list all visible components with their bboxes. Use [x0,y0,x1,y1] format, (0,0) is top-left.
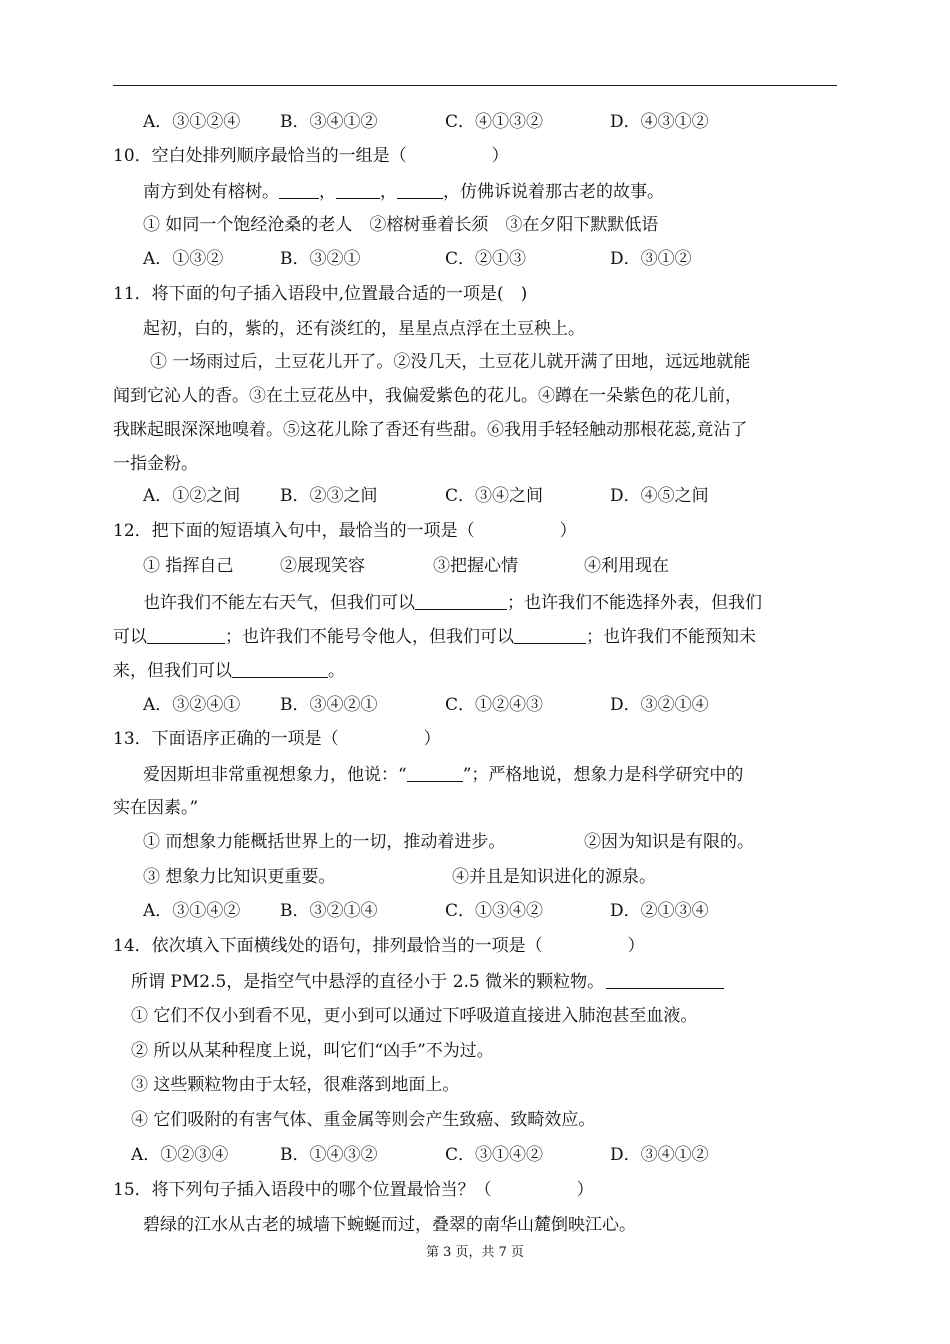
q9-option-b: B．③④①② [280,112,378,132]
q12-line-3-b: 。 [328,661,345,681]
q12-line-2-c: ；也许我们不能预知未 [586,627,756,647]
q11-passage-line-3: 我眯起眼深深地嗅着。⑤这花儿除了香还有些甜。⑥我用手轻轻触动那根花蕊,竟沾了 [113,420,748,440]
q13-line-2: 实在因素。” [113,798,199,818]
q11-option-b: B．②③之间 [280,486,378,506]
q10-stem: 10．空白处排列顺序最恰当的一组是（ ） [113,146,509,166]
q10-option-b: B．③②① [280,249,361,269]
q10-option-d: D．③①② [610,249,692,269]
q13-item-2: ②因为知识是有限的。 [584,832,754,852]
blank [147,625,225,644]
page-mark: . [674,98,676,105]
q10-text [143,180,664,203]
q14-option-d: D．③④①② [610,1145,709,1165]
q13-line-1 [143,763,743,786]
q10-sep-1: ， [319,182,336,202]
q9-option-a: A．③①②④ [143,112,241,132]
q9-option-c: C．④①③② [445,112,544,132]
q12-item-4: ④利用现在 [584,556,669,576]
q12-stem: 12．把下面的短语填入句中，最恰当的一项是（ ） [113,521,577,541]
blank [407,763,463,782]
q14-item-3: ③ 这些颗粒物由于太轻，很难落到地面上。 [131,1075,460,1095]
q13-item-4: ④并且是知识进化的源泉。 [452,867,656,887]
q14-text-body: 所谓 PM2.5，是指空气中悬浮的直径小于 2.5 微米的颗粒物。 [131,972,605,992]
q13-item-1: ① 而想象力能概括世界上的一切，推动着进步。 [143,832,506,852]
q13-option-c: C．①③④② [445,901,544,921]
q13-stem: 13．下面语序正确的一项是（ ） [113,729,441,749]
blank [279,180,319,199]
q13-option-a: A．③①④② [143,901,241,921]
q13-option-d: D．②①③④ [610,901,709,921]
q12-line-1-b: ；也许我们不能选择外表，但我们 [507,593,762,613]
q11-option-c: C．③④之间 [445,486,544,506]
q12-item-1: ① 指挥自己 [143,556,234,576]
q14-option-b: B．①④③② [280,1145,378,1165]
q11-passage-line-2: 闻到它沁人的香。③在土豆花丛中，我偏爱紫色的花儿。④蹲在一朵紫色的花儿前， [113,386,742,406]
q14-item-1: ① 它们不仅小到看不见，更小到可以通过下呼吸道直接进入肺泡甚至血液。 [131,1006,698,1026]
q11-passage-line-4: 一指金粉。 [113,454,198,474]
q12-line-3-a: 来，但我们可以 [113,661,232,681]
q14-item-4: ④ 它们吸附的有害气体、重金属等则会产生致癌、致畸效应。 [131,1110,596,1130]
q14-option-a: A．①②③④ [131,1145,229,1165]
q12-option-c: C．①②④③ [445,695,544,715]
q11-option-d: D．④⑤之间 [610,486,709,506]
page-footer: 第 3 页，共 7 页 [425,1245,525,1260]
q9-option-d: D．④③①② [610,112,709,132]
q12-option-b: B．③④②① [280,695,378,715]
q12-item-3: ③把握心情 [433,556,518,576]
q12-line-2 [113,625,756,648]
q10-sep-2: ， [380,182,397,202]
blank [606,970,724,989]
q15-text: 碧绿的江水从古老的城墙下蜿蜒而过，叠翠的南华山麓倒映江心。 [143,1215,636,1235]
q11-option-a: A．①②之间 [143,486,241,506]
q12-item-2: ②展现笑容 [280,556,365,576]
q14-stem: 14．依次填入下面横线处的语句，排列最恰当的一项是（ ） [113,936,645,956]
blank [232,659,328,678]
blank [336,180,380,199]
q12-line-3 [113,659,345,682]
q10-text-b: ，仿佛诉说着那古老的故事。 [443,182,664,202]
q12-line-1 [143,591,762,614]
q13-option-b: B．③②①④ [280,901,378,921]
q14-text [131,970,724,993]
q11-stem: 11．将下面的句子插入语段中,位置最合适的一项是( ) [113,284,528,304]
q13-line-1-a: 爱因斯坦非常重视想象力，他说：“ [143,765,407,785]
q13-item-3: ③ 想象力比知识更重要。 [143,867,336,887]
q10-text-a: 南方到处有榕树。 [143,182,279,202]
q10-items: ① 如同一个饱经沧桑的老人 ②榕树垂着长须 ③在夕阳下默默低语 [143,215,659,235]
q12-line-2-a: 可以 [113,627,147,647]
q13-line-1-b: ”；严格地说，想象力是科学研究中的 [462,765,744,785]
q12-line-2-b: ；也许我们不能号令他人，但我们可以 [225,627,514,647]
q12-option-a: A．③②④① [143,695,241,715]
q14-option-c: C．③①④② [445,1145,544,1165]
q12-line-1-a: 也许我们不能左右天气，但我们可以 [143,593,415,613]
q15-stem: 15．将下列句子插入语段中的哪个位置最恰当？（ ） [113,1180,594,1200]
blank [514,625,586,644]
blank [415,591,507,610]
q11-sentence: 起初，白的，紫的，还有淡红的，星星点点浮在土豆秧上。 [143,319,585,339]
q11-passage-line-1: ① 一场雨过后，土豆花儿开了。②没几天，土豆花儿就开满了田地，远远地就能 [150,352,751,372]
q10-option-a: A．①③② [143,249,224,269]
q12-option-d: D．③②①④ [610,695,709,715]
q14-item-2: ② 所以从某种程度上说，叫它们“凶手”不为过。 [131,1041,494,1061]
blank [397,180,443,199]
q10-option-c: C．②①③ [445,249,527,269]
header-rule [113,85,837,86]
